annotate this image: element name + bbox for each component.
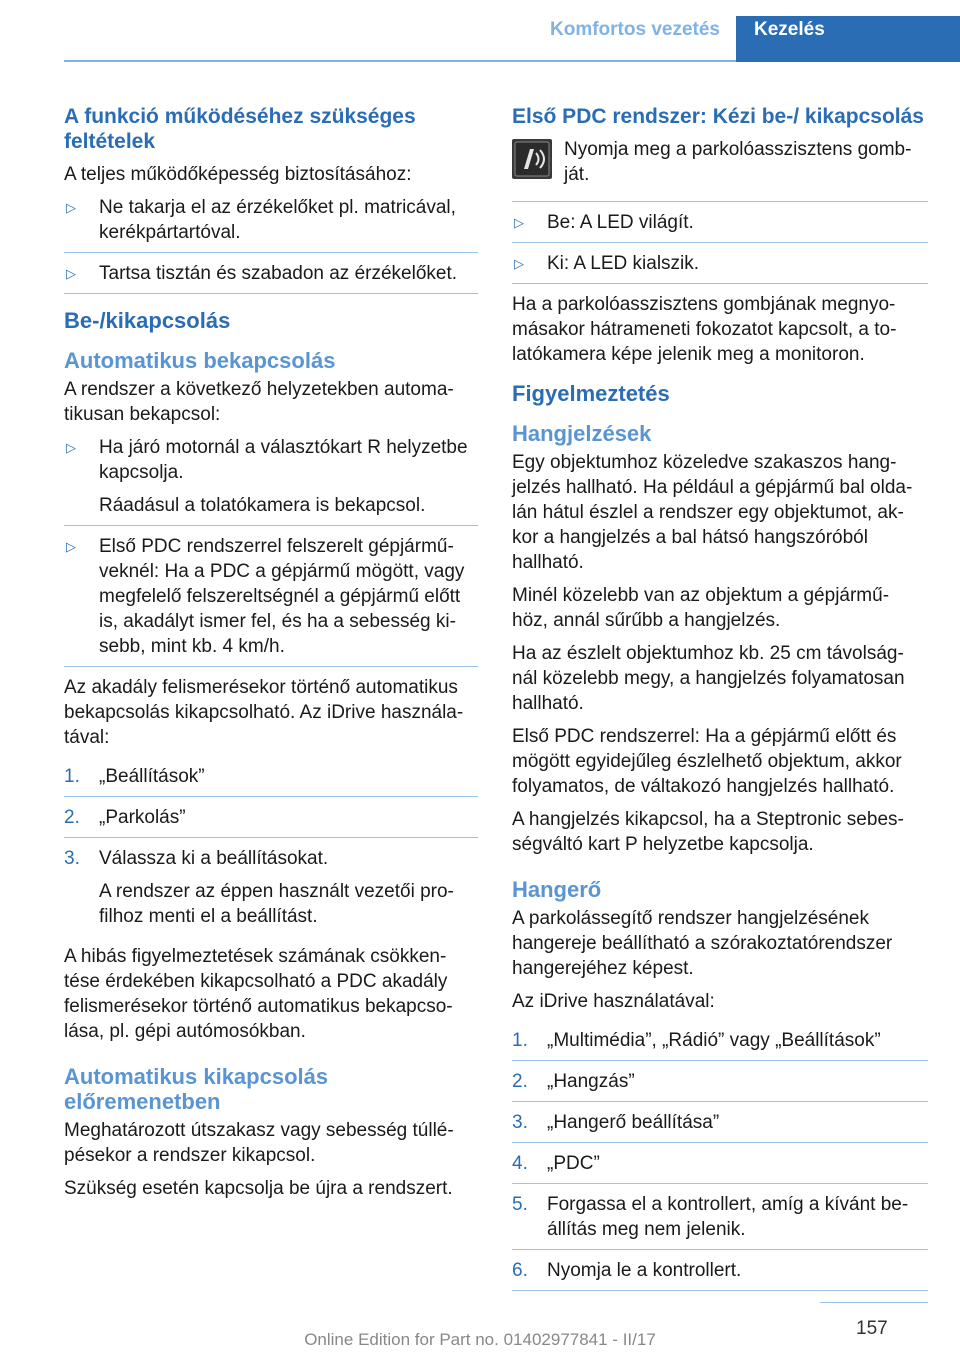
separator — [512, 201, 928, 202]
paragraph: Meghatározott útszakasz vagy sebesség túllé‐ pésekor a rendszer kikapcsol. — [64, 1120, 454, 1166]
paragraph: A hangjelzés kikapcsol, ha a Steptronic sebes‐ ségváltó kart P helyzetbe kapcsolja. — [512, 809, 904, 855]
paragraph: A parkolássegítő rendszer hangjelzésének hangereje beállítható a szórakoztatórendszer hangerejéhez képest. — [512, 908, 893, 979]
footer-edition: Online Edition for Part no. 01402977841 - II/17 — [304, 1330, 656, 1349]
chapter-tab: Kezelés — [736, 16, 960, 62]
led-list — [512, 210, 928, 284]
paragraph: A teljes működőképesség biztosításához: — [64, 164, 412, 185]
heading-warning: Figyelmeztetés — [512, 381, 670, 406]
page-header — [0, 0, 960, 62]
heading-auto-off: Automatikus kikapcsolás előremenetben — [64, 1064, 329, 1114]
list-item: 2. „Hangzás” — [512, 1069, 928, 1102]
list-item: ▷ Ne takarja el az érzékelőket pl. matricával, kerékpártartóval. — [64, 195, 478, 253]
paragraph: Első PDC rendszerrel: Ha a gépjármű előtt és mögött egyidejűleg észlelhető objektum, akkor folyamatos, de váltakozó hangjelzés hallható. — [512, 726, 902, 797]
button-instruction — [512, 137, 928, 189]
page-number-rule — [820, 1302, 928, 1303]
list-item: 3. „Hangerő beállítása” — [512, 1110, 928, 1143]
list-item: 3. Válassza ki a beállításokat. A rendszer az éppen használt vezetői pro‐ filhoz menti el a beállítást. — [64, 848, 454, 927]
paragraph: Nyomja meg a parkolóasszisztens gomb‐ ját. — [564, 139, 912, 185]
list-item: ▷ Első PDC rendszerrel felszerelt gépjármű‐ veknél: Ha a PDC a gépjármű mögött, vagy megfelelő felszereltségnél a gépjármű előtt is, akadályt ismer fel, és ha a sebesség ki‐ sebb, mint kb. 4 km/h. — [64, 534, 478, 667]
list-item: ▷ Tartsa tisztán és szabadon az érzékelőket. — [64, 261, 478, 294]
list-item: 4. „PDC” — [512, 1151, 928, 1184]
list-item: ▷ Ki: A LED kialszik. — [512, 251, 928, 284]
triangle-bullet-icon: ▷ — [514, 256, 524, 271]
list-item: 6. Nyomja le a kontrollert. — [512, 1258, 928, 1291]
paragraph: Az iDrive használatával: — [512, 991, 715, 1012]
parking-assist-button-icon — [512, 139, 552, 179]
heading-on-off: Be-/kikapcsolás — [64, 308, 231, 333]
requirements-list — [64, 195, 478, 294]
auto-on-list — [64, 435, 478, 667]
right-column — [512, 104, 928, 1299]
paragraph: Minél közelebb van az objektum a gépjármű‐ höz, annál sűrűbb a hangjelzés. — [512, 585, 890, 631]
heading-front-pdc: Első PDC rendszer: Kézi be-/ kikapcsolás — [512, 105, 924, 128]
list-item: ▷ Be: A LED világít. — [512, 210, 928, 243]
list-item: 5. Forgassa el a kontrollert, amíg a kívánt be‐ állítás meg nem jelenik. — [512, 1192, 928, 1250]
section-title: Komfortos vezetés — [550, 19, 720, 40]
triangle-bullet-icon: ▷ — [514, 215, 524, 230]
triangle-bullet-icon: ▷ — [66, 539, 76, 554]
volume-steps-list — [512, 1028, 928, 1291]
paragraph: A hibás figyelmeztetések számának csökken‐ tése érdekében kikapcsolható a PDC akadály felismerésekor történő automatikus bekapcso‐ lása, pl. gépi autómosókban. — [64, 946, 453, 1042]
list-item: 1. „Beállítások” — [64, 764, 478, 797]
paragraph: Szükség esetén kapcsolja be újra a rendszert. — [64, 1178, 453, 1199]
heading-volume: Hangerő — [512, 877, 602, 902]
paragraph: Az akadály felismerésekor történő automatikus bekapcsolás kikapcsolható. Az iDrive használa‐ tával: — [64, 677, 464, 748]
paragraph: Ha az észlelt objektumhoz kb. 25 cm távolság‐ nál közelebb megy, a hangjelzés folyamatosan hallható. — [512, 643, 905, 714]
paragraph: Egy objektumhoz közeledve szakaszos hang‐ jelzés hallható. Ha például a gépjármű bal olda‐ lán hátul észlel a rendszer egy objektumot, ak‐ kor a hangjelzés a bal hátsó hangszóróból hallható. — [512, 452, 913, 573]
paragraph: A rendszer a következő helyzetekben automa‐ tikusan bekapcsol: — [64, 379, 454, 425]
heading-sounds: Hangjelzések — [512, 421, 652, 446]
list-item: 1. „Multimédia”, „Rádió” vagy „Beállítások” — [512, 1028, 928, 1061]
paragraph: Ha a parkolóasszisztens gombjának megnyo‐ másakor hátrameneti fokozatot kapcsolt, a to‐ latókamera képe jelenik meg a monitoron. — [512, 294, 897, 365]
heading-auto-on: Automatikus bekapcsolás — [64, 348, 336, 373]
page-number: 157 — [856, 1318, 888, 1339]
left-column — [64, 104, 478, 1209]
triangle-bullet-icon: ▷ — [66, 440, 76, 455]
triangle-bullet-icon: ▷ — [66, 266, 76, 281]
list-item: 2. „Parkolás” — [64, 805, 478, 838]
triangle-bullet-icon: ▷ — [66, 200, 76, 215]
heading-requirements: A funkció működéséhez szükséges feltételek — [64, 105, 416, 153]
header-rule — [64, 60, 736, 62]
steps-list — [64, 764, 478, 936]
list-item: ▷ Ha járó motornál a választókart R helyzetbe kapcsolja. Ráadásul a tolatókamera is bekapcsol. — [64, 435, 478, 526]
